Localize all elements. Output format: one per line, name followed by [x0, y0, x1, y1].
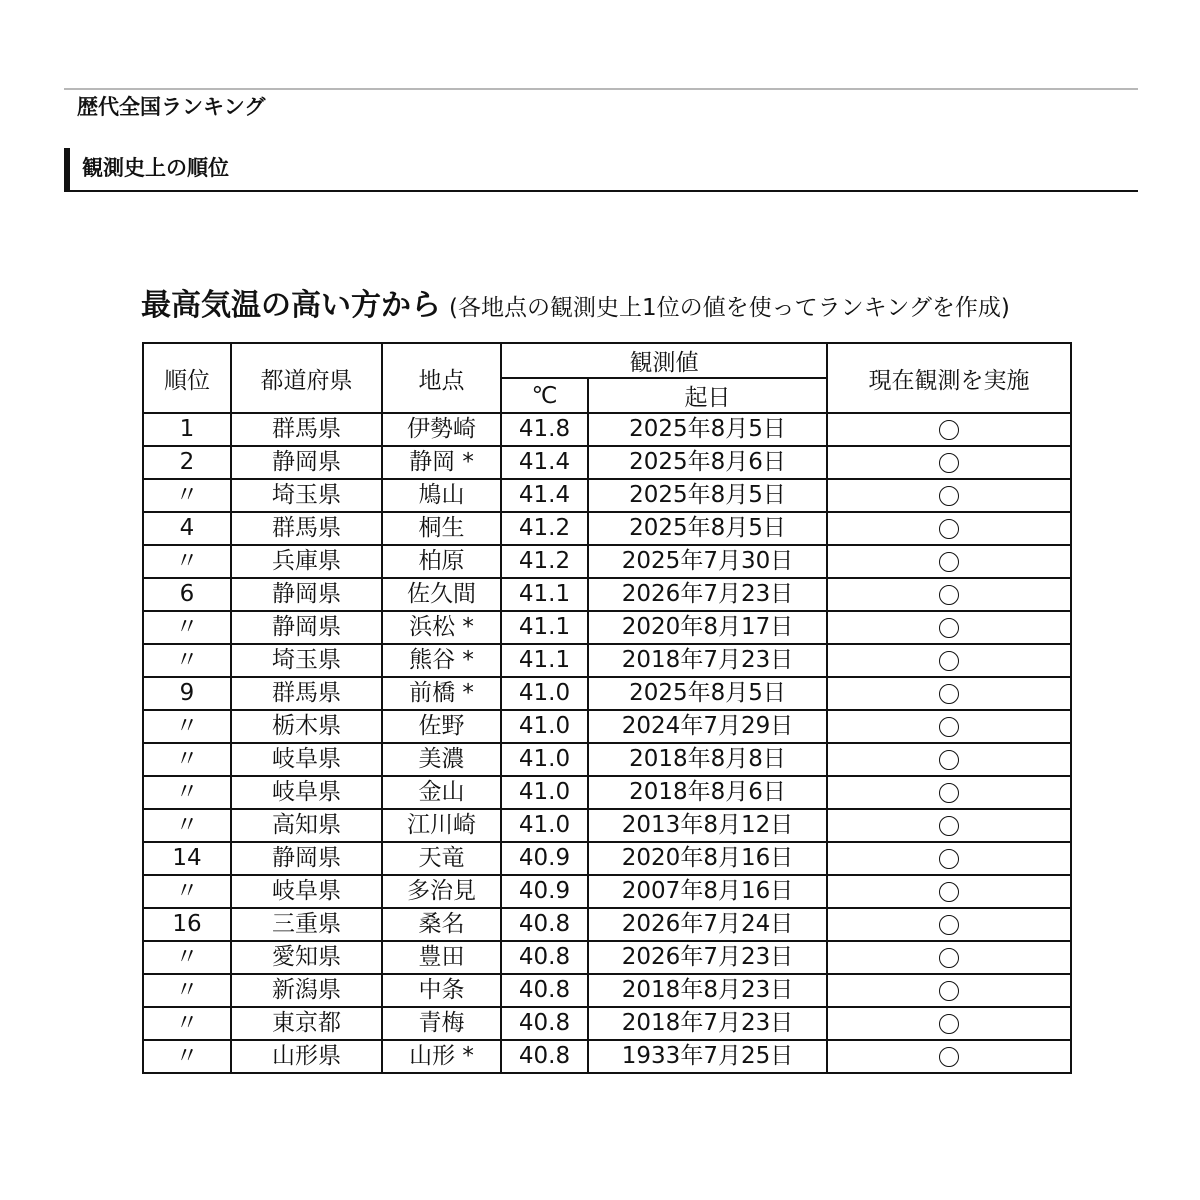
- header-current: 現在観測を実施: [827, 343, 1071, 413]
- cell-temperature: 40.9: [501, 842, 588, 875]
- caption-main: 最高気温の高い方から: [141, 288, 441, 323]
- cell-location: 江川崎: [382, 809, 501, 842]
- circle-mark-icon: [939, 519, 959, 539]
- cell-rank: 〃: [143, 545, 231, 578]
- cell-rank: 〃: [143, 1007, 231, 1040]
- cell-date: 2025年8月5日: [588, 479, 827, 512]
- cell-location: 伊勢崎: [382, 413, 501, 446]
- cell-rank: 14: [143, 842, 231, 875]
- ranking-table: [142, 342, 1072, 1074]
- cell-date: 2018年8月6日: [588, 776, 827, 809]
- header-date: 起日: [588, 378, 827, 413]
- table-row: [143, 545, 1071, 578]
- cell-date: 2026年7月24日: [588, 908, 827, 941]
- cell-date: 2025年8月5日: [588, 677, 827, 710]
- top-divider: [64, 88, 1138, 90]
- circle-mark-icon: [939, 420, 959, 440]
- cell-rank: 〃: [143, 776, 231, 809]
- header-observed: 観測値: [501, 343, 827, 378]
- circle-mark-icon: [939, 1014, 959, 1034]
- cell-rank: 1: [143, 413, 231, 446]
- header-prefecture: 都道府県: [231, 343, 382, 413]
- page-title: 歴代全国ランキング: [77, 95, 266, 119]
- cell-temperature: 40.8: [501, 1040, 588, 1073]
- cell-location: 多治見: [382, 875, 501, 908]
- cell-current: [827, 842, 1071, 875]
- cell-temperature: 40.8: [501, 908, 588, 941]
- cell-location: 静岡 *: [382, 446, 501, 479]
- cell-current: [827, 677, 1071, 710]
- table-row: [143, 677, 1071, 710]
- cell-prefecture: 群馬県: [231, 512, 382, 545]
- cell-temperature: 41.0: [501, 809, 588, 842]
- circle-mark-icon: [939, 981, 959, 1001]
- circle-mark-icon: [939, 849, 959, 869]
- cell-temperature: 40.8: [501, 941, 588, 974]
- table-row: [143, 776, 1071, 809]
- table-header: [143, 343, 1071, 413]
- cell-temperature: 41.4: [501, 479, 588, 512]
- circle-mark-icon: [939, 717, 959, 737]
- cell-prefecture: 埼玉県: [231, 479, 382, 512]
- cell-temperature: 41.0: [501, 677, 588, 710]
- cell-prefecture: 群馬県: [231, 677, 382, 710]
- cell-date: 2025年8月5日: [588, 413, 827, 446]
- circle-mark-icon: [939, 618, 959, 638]
- cell-rank: 2: [143, 446, 231, 479]
- circle-mark-icon: [939, 453, 959, 473]
- cell-rank: 16: [143, 908, 231, 941]
- cell-current: [827, 875, 1071, 908]
- table-row: [143, 611, 1071, 644]
- table-row: [143, 710, 1071, 743]
- cell-prefecture: 岐阜県: [231, 776, 382, 809]
- cell-rank: 4: [143, 512, 231, 545]
- table-row: [143, 446, 1071, 479]
- cell-prefecture: 三重県: [231, 908, 382, 941]
- circle-mark-icon: [939, 816, 959, 836]
- cell-location: 山形 *: [382, 1040, 501, 1073]
- cell-location: 前橋 *: [382, 677, 501, 710]
- circle-mark-icon: [939, 651, 959, 671]
- cell-prefecture: 高知県: [231, 809, 382, 842]
- cell-date: 2020年8月16日: [588, 842, 827, 875]
- cell-prefecture: 岐阜県: [231, 875, 382, 908]
- cell-rank: 〃: [143, 644, 231, 677]
- cell-current: [827, 743, 1071, 776]
- cell-current: [827, 710, 1071, 743]
- circle-mark-icon: [939, 915, 959, 935]
- cell-temperature: 41.0: [501, 743, 588, 776]
- cell-prefecture: 栃木県: [231, 710, 382, 743]
- caption-sub: (各地点の観測史上1位の値を使ってランキングを作成): [449, 295, 1010, 321]
- cell-rank: 〃: [143, 479, 231, 512]
- cell-date: 2025年8月6日: [588, 446, 827, 479]
- table-row: [143, 578, 1071, 611]
- cell-prefecture: 山形県: [231, 1040, 382, 1073]
- table-row: [143, 644, 1071, 677]
- cell-temperature: 41.1: [501, 644, 588, 677]
- table-row: [143, 875, 1071, 908]
- cell-date: 2026年7月23日: [588, 941, 827, 974]
- table-row: [143, 1040, 1071, 1073]
- table-row: [143, 743, 1071, 776]
- cell-prefecture: 東京都: [231, 1007, 382, 1040]
- circle-mark-icon: [939, 783, 959, 803]
- cell-temperature: 41.2: [501, 545, 588, 578]
- cell-location: 豊田: [382, 941, 501, 974]
- cell-temperature: 40.8: [501, 974, 588, 1007]
- cell-current: [827, 1040, 1071, 1073]
- cell-location: 熊谷 *: [382, 644, 501, 677]
- cell-temperature: 41.0: [501, 776, 588, 809]
- cell-current: [827, 611, 1071, 644]
- table-row: [143, 512, 1071, 545]
- cell-date: 2024年7月29日: [588, 710, 827, 743]
- cell-location: 柏原: [382, 545, 501, 578]
- cell-current: [827, 809, 1071, 842]
- cell-date: 2007年8月16日: [588, 875, 827, 908]
- cell-prefecture: 埼玉県: [231, 644, 382, 677]
- cell-date: 2025年8月5日: [588, 512, 827, 545]
- cell-prefecture: 静岡県: [231, 611, 382, 644]
- cell-rank: 〃: [143, 875, 231, 908]
- table-row: [143, 842, 1071, 875]
- cell-current: [827, 941, 1071, 974]
- header-location: 地点: [382, 343, 501, 413]
- cell-location: 桑名: [382, 908, 501, 941]
- cell-date: 2013年8月12日: [588, 809, 827, 842]
- cell-date: 2020年8月17日: [588, 611, 827, 644]
- cell-prefecture: 静岡県: [231, 446, 382, 479]
- circle-mark-icon: [939, 486, 959, 506]
- cell-date: 2018年8月8日: [588, 743, 827, 776]
- header-row: [143, 343, 1071, 378]
- table-body: [143, 413, 1071, 1073]
- cell-rank: 〃: [143, 941, 231, 974]
- cell-prefecture: 静岡県: [231, 578, 382, 611]
- cell-location: 鳩山: [382, 479, 501, 512]
- cell-date: 1933年7月25日: [588, 1040, 827, 1073]
- cell-location: 佐野: [382, 710, 501, 743]
- cell-temperature: 40.9: [501, 875, 588, 908]
- cell-location: 美濃: [382, 743, 501, 776]
- cell-location: 青梅: [382, 1007, 501, 1040]
- cell-temperature: 41.4: [501, 446, 588, 479]
- table-row: [143, 809, 1071, 842]
- cell-rank: 9: [143, 677, 231, 710]
- cell-location: 浜松 *: [382, 611, 501, 644]
- table-row: [143, 974, 1071, 1007]
- cell-rank: 〃: [143, 710, 231, 743]
- circle-mark-icon: [939, 1047, 959, 1067]
- cell-current: [827, 776, 1071, 809]
- circle-mark-icon: [939, 750, 959, 770]
- circle-mark-icon: [939, 948, 959, 968]
- cell-current: [827, 578, 1071, 611]
- cell-rank: 6: [143, 578, 231, 611]
- table-row: [143, 941, 1071, 974]
- cell-current: [827, 1007, 1071, 1040]
- cell-rank: 〃: [143, 809, 231, 842]
- circle-mark-icon: [939, 552, 959, 572]
- cell-temperature: 41.1: [501, 578, 588, 611]
- cell-temperature: 40.8: [501, 1007, 588, 1040]
- cell-temperature: 41.8: [501, 413, 588, 446]
- cell-current: [827, 512, 1071, 545]
- circle-mark-icon: [939, 585, 959, 605]
- cell-date: 2018年8月23日: [588, 974, 827, 1007]
- cell-prefecture: 新潟県: [231, 974, 382, 1007]
- cell-prefecture: 愛知県: [231, 941, 382, 974]
- cell-prefecture: 岐阜県: [231, 743, 382, 776]
- cell-location: 金山: [382, 776, 501, 809]
- cell-rank: 〃: [143, 974, 231, 1007]
- cell-location: 桐生: [382, 512, 501, 545]
- circle-mark-icon: [939, 684, 959, 704]
- cell-date: 2025年7月30日: [588, 545, 827, 578]
- table-row: [143, 1007, 1071, 1040]
- cell-temperature: 41.1: [501, 611, 588, 644]
- circle-mark-icon: [939, 882, 959, 902]
- table-row: [143, 413, 1071, 446]
- table-row: [143, 908, 1071, 941]
- cell-prefecture: 静岡県: [231, 842, 382, 875]
- header-rank: 順位: [143, 343, 231, 413]
- cell-temperature: 41.0: [501, 710, 588, 743]
- cell-date: 2026年7月23日: [588, 578, 827, 611]
- table-caption: [141, 284, 1010, 332]
- cell-current: [827, 974, 1071, 1007]
- cell-current: [827, 644, 1071, 677]
- cell-current: [827, 545, 1071, 578]
- cell-current: [827, 479, 1071, 512]
- table-row: [143, 479, 1071, 512]
- cell-temperature: 41.2: [501, 512, 588, 545]
- cell-rank: 〃: [143, 743, 231, 776]
- cell-prefecture: 兵庫県: [231, 545, 382, 578]
- cell-date: 2018年7月23日: [588, 644, 827, 677]
- cell-rank: 〃: [143, 611, 231, 644]
- cell-prefecture: 群馬県: [231, 413, 382, 446]
- cell-rank: 〃: [143, 1040, 231, 1073]
- cell-location: 佐久間: [382, 578, 501, 611]
- cell-current: [827, 413, 1071, 446]
- cell-current: [827, 446, 1071, 479]
- cell-date: 2018年7月23日: [588, 1007, 827, 1040]
- section-heading: [64, 148, 1138, 192]
- cell-location: 天竜: [382, 842, 501, 875]
- cell-current: [827, 908, 1071, 941]
- header-unit: ℃: [501, 378, 588, 413]
- section-heading-label: 観測史上の順位: [82, 156, 229, 180]
- cell-location: 中条: [382, 974, 501, 1007]
